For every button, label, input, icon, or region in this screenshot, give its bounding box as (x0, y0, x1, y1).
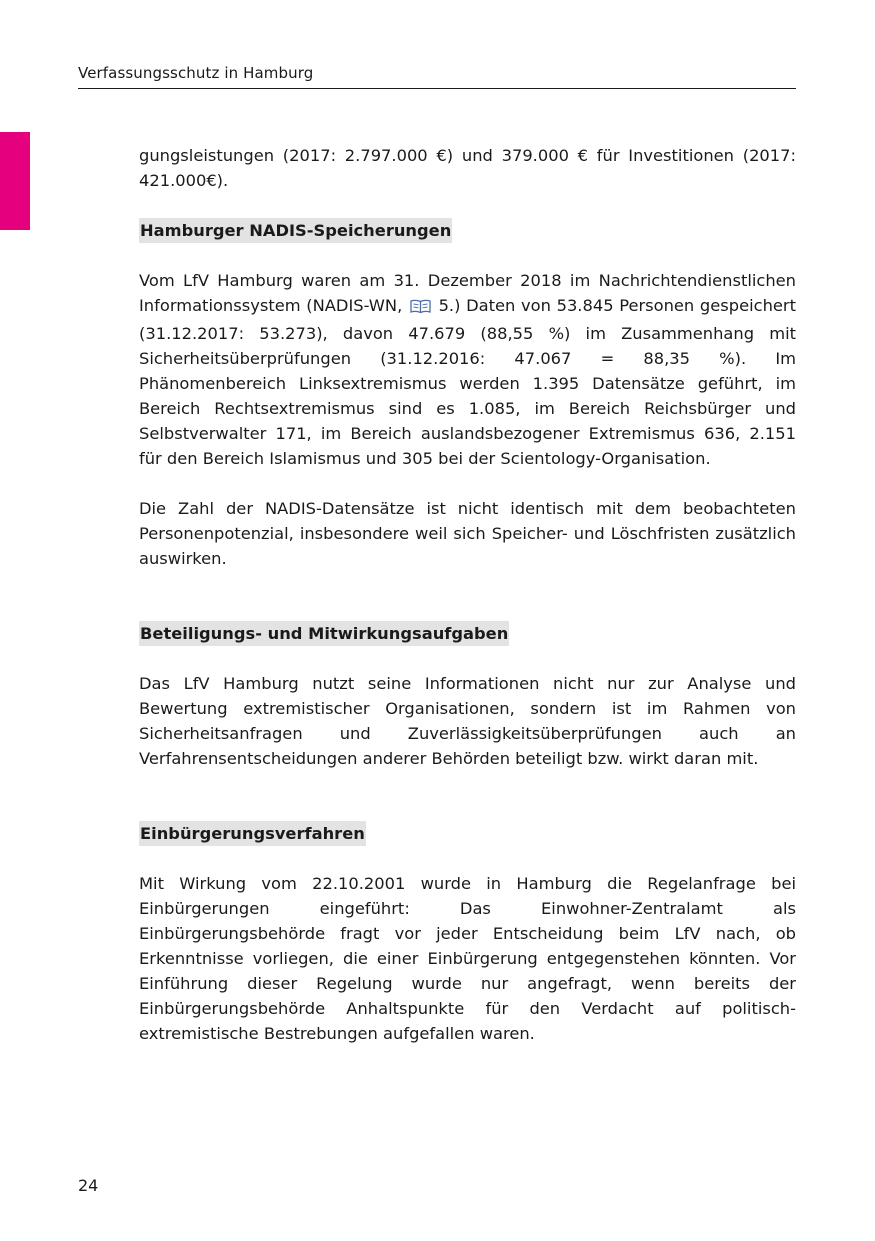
nadis-paragraph-1 (139, 268, 796, 471)
book-icon (410, 296, 431, 321)
einbuergerung-paragraph: Mit Wirkung vom 22.10.2001 wurde in Hamburg die Regelanfrage bei Einbürgerungen eingeführt: Das Einwohner-Zentralamt als Einbürgerungsbehörde fragt vor jeder Entscheidung beim LfV nach, ob Erkenntnisse vorliegen, die einer Einbürgerung entgegenstehen könnten. Vor Einführung dieser Regelung wurde nur angefragt, wenn bereits der Einbürgerungsbehörde Anhaltspunkte für den Verdacht auf politisch-extremistische Bestrebungen aufgefallen waren. (139, 874, 796, 1043)
section-heading-einbuergerung: Einbürgerungsverfahren (139, 821, 366, 846)
beteiligung-paragraph: Das LfV Hamburg nutzt seine Informationen nicht nur zur Analyse und Bewertung extremistischer Organisationen, sondern ist im Rahmen von Sicherheitsanfragen und Zuverlässigkeitsüberprüfungen auch an Verfahrensentscheidungen anderer Behörden beteiligt bzw. wirkt daran mit. (139, 674, 796, 768)
nadis-paragraph-2: Die Zahl der NADIS-Datensätze ist nicht identisch mit dem beobachteten Personenpotenzial, insbesondere weil sich Speicher- und Löschfristen zusätzlich auswirken. (139, 499, 796, 568)
running-header: Verfassungsschutz in Hamburg (78, 64, 314, 82)
header-rule (78, 88, 796, 89)
chapter-accent-bar (0, 132, 30, 230)
section-heading-nadis: Hamburger NADIS-Speicherungen (139, 218, 452, 243)
intro-paragraph: gungsleistungen (2017: 2.797.000 €) und 379.000 € für Investitionen (2017: 421.000€). (139, 146, 796, 190)
section-heading-beteiligung: Beteiligungs- und Mitwirkungsaufgaben (139, 621, 509, 646)
main-content (139, 143, 796, 1046)
nadis-paragraph-1-rest: 5.) Daten von 53.845 Personen gespeichert (31.12.2017: 53.273), davon 47.679 (88,55 %) im Zusammenhang mit Sicherheitsüberprüfungen (31.12.2016: 47.067 = 88,35 %). Im Phänomenbereich Linksextremismus werden 1.395 Datensätze geführt, im Bereich Rechtsextremismus sind es 1.085, im Bereich Reichsbürger und Selbstverwalter 171, im Bereich auslandsbezogener Extremismus 636, 2.151 für den Bereich Islamismus und 305 bei der Scientology-Organisation. (139, 296, 796, 468)
page-number: 24 (78, 1176, 99, 1195)
nadis-paragraph-1-start: Vom LfV Hamburg waren am 31. Dezember 2018 im Nachrichtendienstlichen Informationssystem (NADIS-WN, (139, 271, 796, 315)
